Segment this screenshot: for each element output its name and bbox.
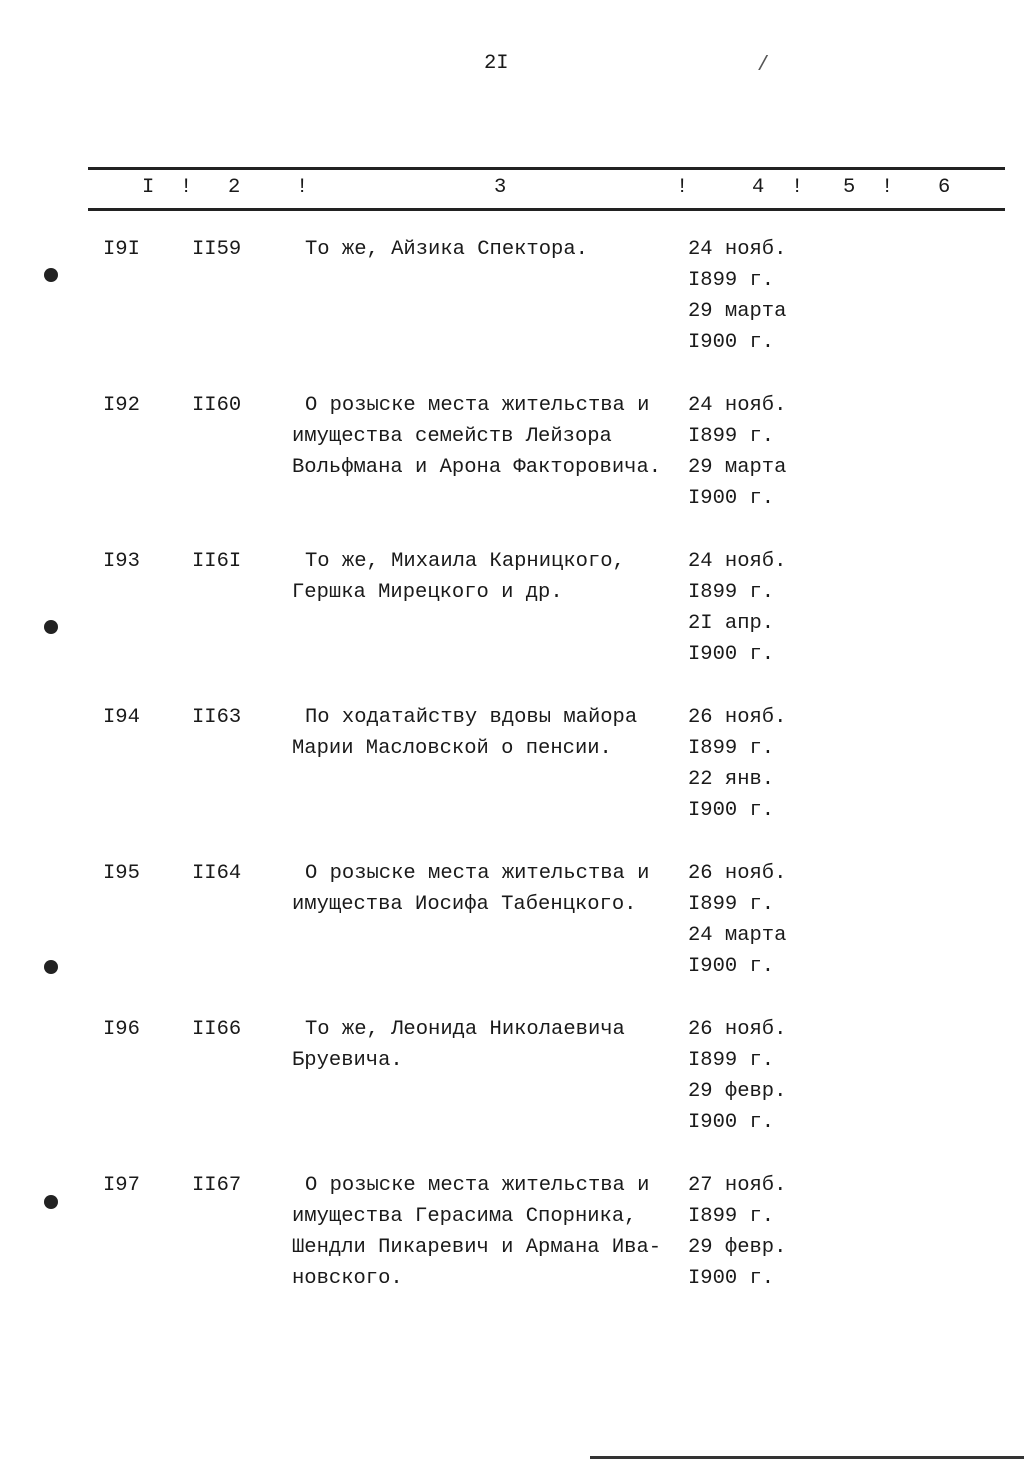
date-line: 29 февр. bbox=[688, 1080, 787, 1103]
table-row bbox=[0, 858, 1024, 998]
record-description bbox=[292, 234, 588, 265]
date-line: I899 г. bbox=[688, 737, 775, 760]
date-line: 27 нояб. bbox=[688, 1174, 787, 1197]
column-header: 2 bbox=[228, 176, 241, 199]
record-description bbox=[292, 546, 625, 608]
file-number: II67 bbox=[192, 1174, 242, 1197]
punch-hole-mark bbox=[44, 268, 58, 282]
date-line: 26 нояб. bbox=[688, 862, 787, 885]
date-line: 22 янв. bbox=[688, 768, 775, 791]
date-line: 24 марта bbox=[688, 924, 787, 947]
punch-hole-mark bbox=[44, 960, 58, 974]
date-line: 29 марта bbox=[688, 456, 787, 479]
record-number: I94 bbox=[103, 706, 140, 729]
date-line: I900 г. bbox=[688, 1111, 775, 1134]
record-number: I95 bbox=[103, 862, 140, 885]
table-row bbox=[0, 1170, 1024, 1310]
record-dates bbox=[688, 702, 786, 826]
file-number: II59 bbox=[192, 238, 242, 261]
record-dates bbox=[688, 1014, 786, 1138]
date-line: I899 г. bbox=[688, 581, 775, 604]
description-line: новского. bbox=[292, 1267, 403, 1290]
column-header: I bbox=[142, 176, 155, 199]
description-line: Шендли Пикаревич и Армана Ива- bbox=[292, 1236, 662, 1259]
table-top-rule bbox=[88, 167, 1005, 170]
date-line: I899 г. bbox=[688, 1205, 775, 1228]
record-description bbox=[292, 1170, 661, 1294]
column-header: 6 bbox=[938, 176, 951, 199]
record-description bbox=[292, 1014, 625, 1076]
date-line: I900 г. bbox=[688, 799, 775, 822]
column-separator: ! bbox=[791, 176, 804, 199]
record-dates bbox=[688, 858, 786, 982]
column-header: 4 bbox=[752, 176, 765, 199]
record-dates bbox=[688, 390, 786, 514]
file-number: II6I bbox=[192, 550, 242, 573]
date-line: I900 г. bbox=[688, 487, 775, 510]
description-line: Марии Масловской о пенсии. bbox=[292, 737, 612, 760]
date-line: 2I апр. bbox=[688, 612, 775, 635]
date-line: I899 г. bbox=[688, 425, 775, 448]
file-number: II60 bbox=[192, 394, 242, 417]
record-dates bbox=[688, 234, 786, 358]
date-line: I899 г. bbox=[688, 1049, 775, 1072]
file-number: II66 bbox=[192, 1018, 242, 1041]
description-line: То же, Леонида Николаевича bbox=[305, 1018, 625, 1041]
record-number: I92 bbox=[103, 394, 140, 417]
date-line: 29 марта bbox=[688, 300, 787, 323]
description-line: О розыске места жительства и bbox=[305, 862, 650, 885]
file-number: II63 bbox=[192, 706, 242, 729]
table-header-rule bbox=[88, 208, 1005, 211]
punch-hole-mark bbox=[44, 620, 58, 634]
date-line: I900 г. bbox=[688, 643, 775, 666]
date-line: 24 нояб. bbox=[688, 238, 787, 261]
date-line: I900 г. bbox=[688, 1267, 775, 1290]
description-line: Вольфмана и Арона Факторовича. bbox=[292, 456, 662, 479]
table-row bbox=[0, 1014, 1024, 1154]
record-dates bbox=[688, 546, 786, 670]
record-number: I93 bbox=[103, 550, 140, 573]
date-line: I900 г. bbox=[688, 955, 775, 978]
description-line: Бруевича. bbox=[292, 1049, 403, 1072]
description-line: По ходатайству вдовы майора bbox=[305, 706, 638, 729]
date-line: 24 нояб. bbox=[688, 550, 787, 573]
description-line: То же, Михаила Карницкого, bbox=[305, 550, 625, 573]
column-separator: ! bbox=[296, 176, 309, 199]
column-separator: ! bbox=[881, 176, 894, 199]
record-number: I9I bbox=[103, 238, 140, 261]
pen-mark: / bbox=[757, 54, 770, 77]
description-line: имущества семейств Лейзора bbox=[292, 425, 612, 448]
record-description bbox=[292, 702, 637, 764]
column-separator: ! bbox=[180, 176, 193, 199]
table-row bbox=[0, 234, 1024, 374]
date-line: 24 нояб. bbox=[688, 394, 787, 417]
date-line: I899 г. bbox=[688, 893, 775, 916]
record-dates bbox=[688, 1170, 786, 1294]
description-line: О розыске места жительства и bbox=[305, 1174, 650, 1197]
date-line: I899 г. bbox=[688, 269, 775, 292]
page-number: 2I bbox=[484, 52, 509, 75]
date-line: 29 февр. bbox=[688, 1236, 787, 1259]
description-line: имущества Герасима Спорника, bbox=[292, 1205, 637, 1228]
description-line: То же, Айзика Спектора. bbox=[305, 238, 588, 261]
description-line: Гершка Мирецкого и др. bbox=[292, 581, 563, 604]
table-row bbox=[0, 390, 1024, 530]
description-line: имущества Иосифа Табенцкого. bbox=[292, 893, 637, 916]
date-line: 26 нояб. bbox=[688, 706, 787, 729]
bottom-edge-line bbox=[590, 1456, 1024, 1459]
date-line: I900 г. bbox=[688, 331, 775, 354]
record-number: I97 bbox=[103, 1174, 140, 1197]
column-header: 3 bbox=[494, 176, 507, 199]
record-description bbox=[292, 858, 649, 920]
column-header: 5 bbox=[843, 176, 856, 199]
column-separator: ! bbox=[676, 176, 689, 199]
date-line: 26 нояб. bbox=[688, 1018, 787, 1041]
description-line: О розыске места жительства и bbox=[305, 394, 650, 417]
record-description bbox=[292, 390, 661, 483]
record-number: I96 bbox=[103, 1018, 140, 1041]
file-number: II64 bbox=[192, 862, 242, 885]
punch-hole-mark bbox=[44, 1195, 58, 1209]
table-row bbox=[0, 702, 1024, 842]
table-row bbox=[0, 546, 1024, 686]
